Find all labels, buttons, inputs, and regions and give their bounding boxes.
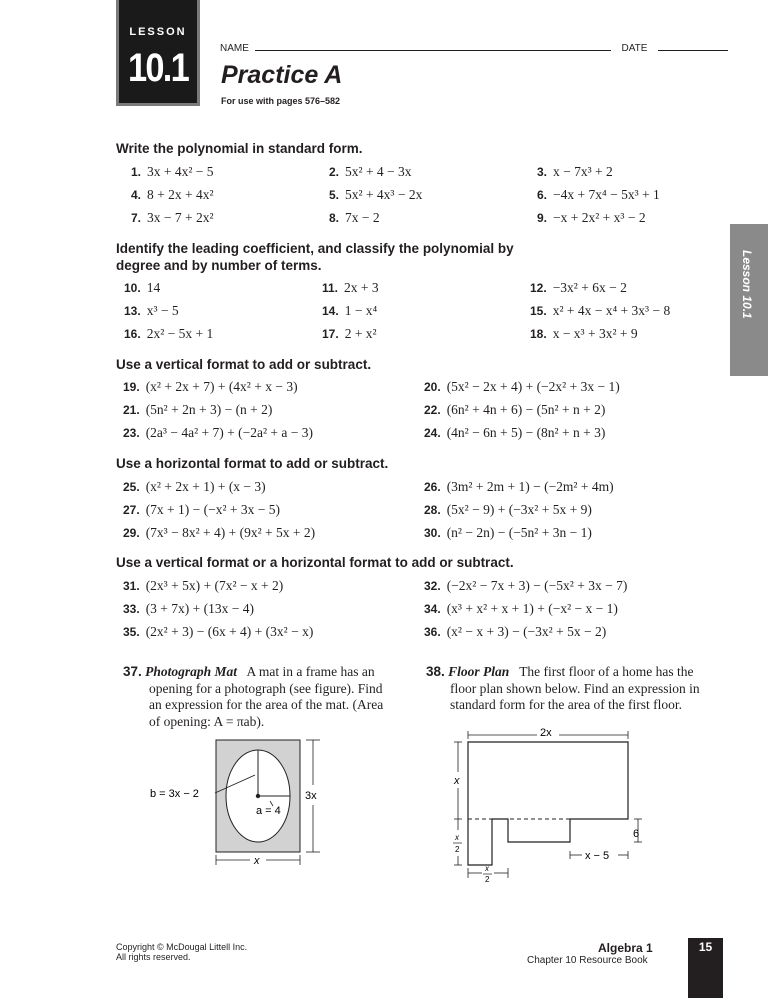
name-date-line [220, 43, 728, 54]
height-label: 3x [305, 790, 317, 802]
side-tab [730, 224, 768, 376]
side-tab-label: Lesson 10.1 [740, 250, 754, 319]
problem-expression: (3 + 7x) + (13x − 4) [145, 601, 255, 616]
problem-item [537, 187, 660, 203]
problem-expression: (x² + 2x + 7) + (4x² + x − 3) [145, 379, 298, 394]
problem-item [424, 425, 605, 441]
problem-item [124, 280, 160, 296]
problem-expression: (x² + 2x + 1) + (x − 3) [145, 479, 266, 494]
problem-number: 38. [426, 664, 445, 679]
problem-number: 7. [131, 211, 142, 225]
word-problem-38 [426, 664, 700, 714]
floor-outline [468, 742, 628, 865]
problem-number: 28. [424, 503, 441, 517]
problem-number: 10. [124, 281, 141, 295]
problem-number: 29. [123, 526, 140, 540]
date-field[interactable] [658, 50, 728, 51]
problem-number: 11. [322, 281, 339, 295]
problem-title: Floor Plan [448, 664, 510, 679]
bottom-right-label: x − 5 [585, 850, 610, 862]
problem-number: 34. [424, 602, 441, 616]
problem-number: 27. [123, 503, 140, 517]
section-heading: Use a vertical format or a horizontal format to add or subtract. [116, 555, 514, 570]
problem-expression: 2x + 3 [344, 280, 379, 295]
section-heading: Write the polynomial in standard form. [116, 141, 363, 156]
rights-line: All rights reserved. [116, 952, 191, 962]
problem-expression: x − 7x³ + 2 [553, 164, 613, 179]
name-label: NAME [220, 43, 249, 54]
lesson-badge [116, 0, 200, 106]
problem-expression: (5n² + 2n + 3) − (n + 2) [145, 402, 273, 417]
problem-number: 16. [124, 327, 141, 341]
problem-expression: (n² − 2n) − (−5n² + 3n − 1) [446, 525, 592, 540]
problem-text: A mat in a frame has an [246, 664, 375, 679]
problem-expression: (7x³ − 8x² + 4) + (9x² + 5x + 2) [145, 525, 316, 540]
problem-item [530, 303, 670, 319]
left-label: x [454, 775, 460, 787]
page-title: Practice A [221, 61, 343, 89]
problem-item [329, 187, 422, 203]
problem-item [537, 210, 646, 226]
problem-number: 22. [424, 403, 441, 417]
problem-item [123, 502, 280, 518]
a-label: a = 4 [256, 805, 281, 817]
page-number-box [688, 938, 723, 998]
section-heading: Use a vertical format to add or subtract. [116, 357, 372, 372]
problem-expression: 2 + x² [344, 326, 377, 341]
problem-item [530, 280, 627, 296]
problem-number: 9. [537, 211, 548, 225]
problem-expression: (5x² − 2x + 4) + (−2x² + 3x − 1) [446, 379, 620, 394]
photograph-mat-figure [140, 735, 340, 875]
problem-number: 1. [131, 165, 142, 179]
problem-item [424, 578, 627, 594]
problem-expression: 7x − 2 [345, 210, 380, 225]
problem-number: 31. [123, 579, 140, 593]
half-denominator: 2 [455, 845, 460, 854]
problem-item [322, 303, 377, 319]
section-heading: Use a horizontal format to add or subtract. [116, 456, 389, 471]
problem-expression: (4n² − 6n + 5) − (8n² + n + 3) [446, 425, 606, 440]
problem-item [123, 402, 272, 418]
problem-item [123, 624, 313, 640]
problem-item [123, 379, 298, 395]
section-heading: Identify the leading coefficient, and classify the polynomial by [116, 241, 514, 256]
problem-text: an expression for the area of the mat. (Area [149, 697, 384, 712]
problem-text: floor plan shown below. Find an expression in [450, 680, 700, 696]
problem-item [424, 402, 605, 418]
right-label: 6 [633, 828, 640, 840]
half-numerator: x [455, 833, 459, 842]
problem-number: 24. [424, 426, 441, 440]
problem-expression: 2x² − 5x + 1 [146, 326, 214, 341]
date-label: DATE [621, 43, 648, 54]
problem-expression: 3x − 7 + 2x² [147, 210, 214, 225]
problem-number: 5. [329, 188, 340, 202]
lesson-label: LESSON [129, 26, 187, 38]
center-dot [256, 794, 260, 798]
problem-item [131, 164, 214, 180]
problem-item [424, 379, 620, 395]
copyright [116, 942, 247, 962]
problem-number: 13. [124, 304, 141, 318]
problem-item [124, 303, 179, 319]
problem-item [329, 164, 412, 180]
problem-expression: 5x² + 4x³ − 2x [345, 187, 423, 202]
problem-expression: (6n² + 4n + 6) − (5n² + n + 2) [446, 402, 606, 417]
problem-number: 8. [329, 211, 340, 225]
problem-number: 15. [530, 304, 547, 318]
word-problem-37 [123, 664, 383, 730]
problem-number: 3. [537, 165, 548, 179]
problem-number: 21. [123, 403, 140, 417]
problem-item [123, 601, 254, 617]
problem-number: 23. [123, 426, 140, 440]
problem-item [424, 502, 592, 518]
lesson-number: 10.1 [127, 46, 189, 90]
problem-title: Photograph Mat [145, 664, 238, 679]
page-subtitle: For use with pages 576–582 [221, 96, 341, 106]
bottom-numerator: x [485, 864, 489, 873]
problem-expression: 1 − x⁴ [344, 303, 378, 318]
problem-expression: 5x² + 4 − 3x [345, 164, 412, 179]
problem-item [322, 280, 379, 296]
problem-expression: −4x + 7x⁴ − 5x³ + 1 [553, 187, 660, 202]
problem-number: 26. [424, 480, 441, 494]
section-heading: degree and by number of terms. [116, 258, 322, 273]
problem-number: 37. [123, 664, 142, 679]
problem-item [123, 425, 313, 441]
b-label: b = 3x − 2 [150, 788, 199, 800]
problem-text: of opening: A = πab). [149, 713, 265, 729]
problem-expression: 3x + 4x² − 5 [147, 164, 214, 179]
problem-expression: (5x² − 9) + (−3x² + 5x + 9) [446, 502, 592, 517]
problem-number: 32. [424, 579, 441, 593]
problem-expression: x² + 4x − x⁴ + 3x³ − 8 [552, 303, 671, 318]
problem-expression: x − x³ + 3x² + 9 [552, 326, 638, 341]
problem-expression: −x + 2x² + x³ − 2 [553, 210, 646, 225]
problem-text: opening for a photograph (see figure). Find [149, 680, 383, 696]
top-label: 2x [540, 727, 552, 739]
problem-expression: (3m² + 2m + 1) − (−2m² + 4m) [446, 479, 614, 494]
problem-item [424, 479, 614, 495]
problem-item [424, 624, 606, 640]
width-label: x [254, 855, 260, 867]
problem-item [123, 479, 266, 495]
copyright-line: Copyright © McDougal Littell Inc. [116, 942, 248, 952]
problem-number: 35. [123, 625, 140, 639]
problem-item [123, 578, 283, 594]
problem-item [424, 601, 618, 617]
book-title: Algebra 1 [598, 941, 653, 955]
problem-expression: x³ − 5 [146, 303, 179, 318]
problem-item [124, 326, 213, 342]
problem-text: standard form for the area of the first floor. [450, 697, 683, 712]
problem-number: 4. [131, 188, 142, 202]
page-number: 15 [698, 940, 713, 954]
problem-item [123, 525, 315, 541]
problem-number: 12. [530, 281, 547, 295]
problem-number: 30. [424, 526, 441, 540]
problem-expression: (2a³ − 4a² + 7) + (−2a² + a − 3) [145, 425, 313, 440]
problem-number: 17. [322, 327, 339, 341]
problem-item [131, 210, 214, 226]
bottom-denominator: 2 [485, 875, 490, 884]
problem-expression: (x³ + x² + x + 1) + (−x² − x − 1) [446, 601, 618, 616]
problem-item [329, 210, 380, 226]
problem-item [322, 326, 377, 342]
floor-plan-figure [440, 722, 650, 887]
problem-expression: (2x³ + 5x) + (7x² − x + 2) [145, 578, 284, 593]
problem-expression: 8 + 2x + 4x² [147, 187, 214, 202]
problem-number: 6. [537, 188, 548, 202]
problem-number: 25. [123, 480, 140, 494]
problem-expression: (x² − x + 3) − (−3x² + 5x − 2) [446, 624, 607, 639]
problem-number: 2. [329, 165, 340, 179]
problem-number: 19. [123, 380, 140, 394]
problem-expression: (−2x² − 7x + 3) − (−5x² + 3x − 7) [446, 578, 628, 593]
problem-number: 33. [123, 602, 140, 616]
problem-number: 14. [322, 304, 339, 318]
problem-expression: (2x² + 3) − (6x + 4) + (3x² − x) [145, 624, 314, 639]
problem-item [537, 164, 613, 180]
problem-expression: 14 [146, 280, 161, 295]
problem-number: 20. [424, 380, 441, 394]
chapter-label: Chapter 10 Resource Book [527, 955, 648, 966]
problem-expression: (7x + 1) − (−x² + 3x − 5) [145, 502, 281, 517]
problem-number: 18. [530, 327, 547, 341]
problem-item [131, 187, 214, 203]
problem-item [424, 525, 592, 541]
problem-item [530, 326, 638, 342]
problem-text: The first floor of a home has the [519, 664, 694, 679]
problem-expression: −3x² + 6x − 2 [552, 280, 627, 295]
name-field[interactable] [255, 50, 611, 51]
problem-number: 36. [424, 625, 441, 639]
